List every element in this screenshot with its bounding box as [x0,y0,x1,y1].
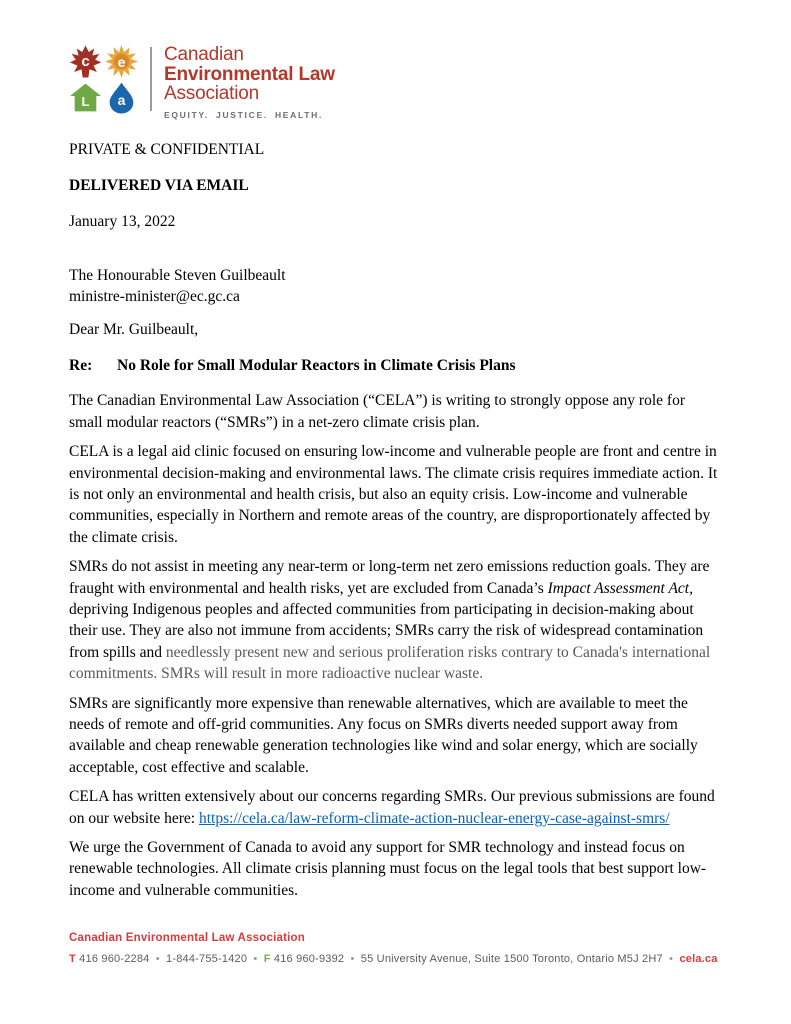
body-text: CELA is a legal aid clinic focused on ensuring low-income and vulnerable people are front and centre in [69,443,717,461]
logo-tile-letter: a [117,92,126,108]
body-line [69,463,734,484]
bullet-separator: • [155,953,160,965]
body-paragraph [69,786,734,829]
body-text: on our website here: [69,809,199,827]
leaf-icon [69,45,102,78]
body-line [69,578,734,599]
body-text: CELA has written extensively about our concerns regarding SMRs. Our previous submissions are found [69,788,715,806]
footer-contact-segment: F [263,953,271,965]
re-subject: No Role for Small Modular Reactors in Climate Crisis Plans [117,356,516,374]
logo-tile-letter: L [81,93,90,109]
logo-tile-letter: e [117,53,126,70]
body-paragraph [69,556,734,684]
hyperlink[interactable]: https://cela.ca/law-reform-climate-action-nuclear-energy-case-against-smrs/ [199,809,670,827]
body-line [69,880,734,901]
body-line [69,484,734,505]
logo-tagline: EQUITY. JUSTICE. HEALTH. [164,109,324,120]
logo-divider [150,47,152,111]
bullet-separator: • [669,953,674,965]
footer-contact-segment: 1-844-755-1420 [162,953,251,965]
footer-contact-segment: 416 960-2284 [75,953,153,965]
body-line [69,556,734,577]
body-line [69,505,734,526]
body-text: depriving Indigenous peoples and affected communities from participating in decision-making about [69,601,694,618]
footer-contact-segment: T [69,953,76,965]
house-icon [69,81,102,114]
body-paragraph [69,390,734,433]
body-line [69,620,734,641]
body-text: SMRs are significantly more expensive than renewable alternatives, which are available to meet the [69,694,688,712]
drop-icon [105,81,138,114]
body-text: available and cheap renewable generation technologies like wind and solar energy, which are socially [69,737,698,755]
body-text: environmental decision-making and environmental laws. The climate crisis requires immediate action. It [69,464,718,482]
body-text: renewable technologies. All climate crisis planning must focus on the legal tools that best support low- [69,860,707,878]
salutation: Dear Mr. Guilbeault, [69,320,199,338]
footer-contact-line [69,953,718,965]
bullet-separator: • [350,953,355,965]
recipient-email: ministre-minister@ec.gc.ca [69,288,240,306]
sun-icon [105,45,138,78]
re-label: Re: [69,356,93,374]
logo-text [164,45,335,120]
gray-text: commitments. SMRs will result in more radioactive nuclear waste. [69,665,484,683]
re-line [69,355,734,376]
body-line [69,858,734,879]
private-confidential-label: PRIVATE & CONFIDENTIAL [69,140,265,158]
body-text: their use. They are also not immune from accidents; SMRs carry the risk of widespread contamination [69,622,704,640]
body-text: the climate crisis. [69,528,178,546]
body-paragraph [69,693,734,779]
footer-org-name: Canadian Environmental Law Association [69,932,305,944]
body-text: income and vulnerable communities. [69,881,298,899]
body-line [69,441,734,462]
bullet-separator: • [253,953,258,965]
letter-date: January 13, 2022 [69,213,176,231]
body-text: The Canadian Environmental Law Association (“CELA”) is writing to strongly oppose any role for [69,392,685,410]
footer-contact-segment: 416 960-9392 [270,953,348,965]
body-line [69,837,734,858]
gray-text: needlessly present new and serious proliferation risks contrary to Canada's international [165,643,711,661]
body-line [69,693,734,714]
body-line [69,642,734,663]
body-line [69,808,734,829]
body-text: communities, especially in Northern and remote areas of the country, are disproportionately affected by [69,507,711,525]
body-paragraph [69,837,734,901]
body-line [69,599,734,620]
body-text: small modular reactors (“SMRs”) in a net-zero climate crisis plan. [69,413,480,431]
body-text: We urge the Government of Canada to avoid any support for SMR technology and instead focus on [69,839,685,857]
letter-content [69,45,734,909]
logo-name-line-3: Association [164,83,259,104]
delivery-method-label: DELIVERED VIA EMAIL [69,176,249,194]
body-line [69,527,734,548]
footer-contact-segment: cela.ca [679,953,718,965]
logo-name-line-2: Environmental Law [164,63,335,85]
logo-tiles [69,45,138,114]
body-text: needs of remote and off-grid communities. Any focus on SMRs diverts needed support away from [69,716,678,734]
body-text: is not only an environmental and health crisis, but also an equity crisis. Low-income and vulnerable [69,485,688,503]
logo-tile-letter: c [81,53,90,70]
body-text: from spills and [69,643,166,661]
footer-contact-segment: 55 University Avenue, Suite 1500 Toronto, Ontario M5J 2H7 [357,953,667,965]
body-line [69,412,734,433]
body-line [69,757,734,778]
body-line [69,735,734,756]
body-text: SMRs do not assist in meeting any near-term or long-term net zero emissions reduction goals. They are [69,558,710,576]
body-text: fraught with environmental and health risks, yet are excluded from Canada’s [69,579,548,597]
recipient-name: The Honourable Steven Guilbeault [69,266,286,284]
body-line [69,714,734,735]
italic-text: Impact Assessment Act, [547,579,693,597]
body-line [69,390,734,411]
logo-name-line-1: Canadian [164,44,244,65]
body-line [69,663,734,684]
page-footer [69,932,718,965]
cela-logo [69,45,734,120]
body-text: acceptable, cost effective and scalable. [69,758,309,776]
logo-org-name [164,45,335,104]
body-paragraph [69,441,734,548]
body-line [69,786,734,807]
letter-body [69,390,734,901]
